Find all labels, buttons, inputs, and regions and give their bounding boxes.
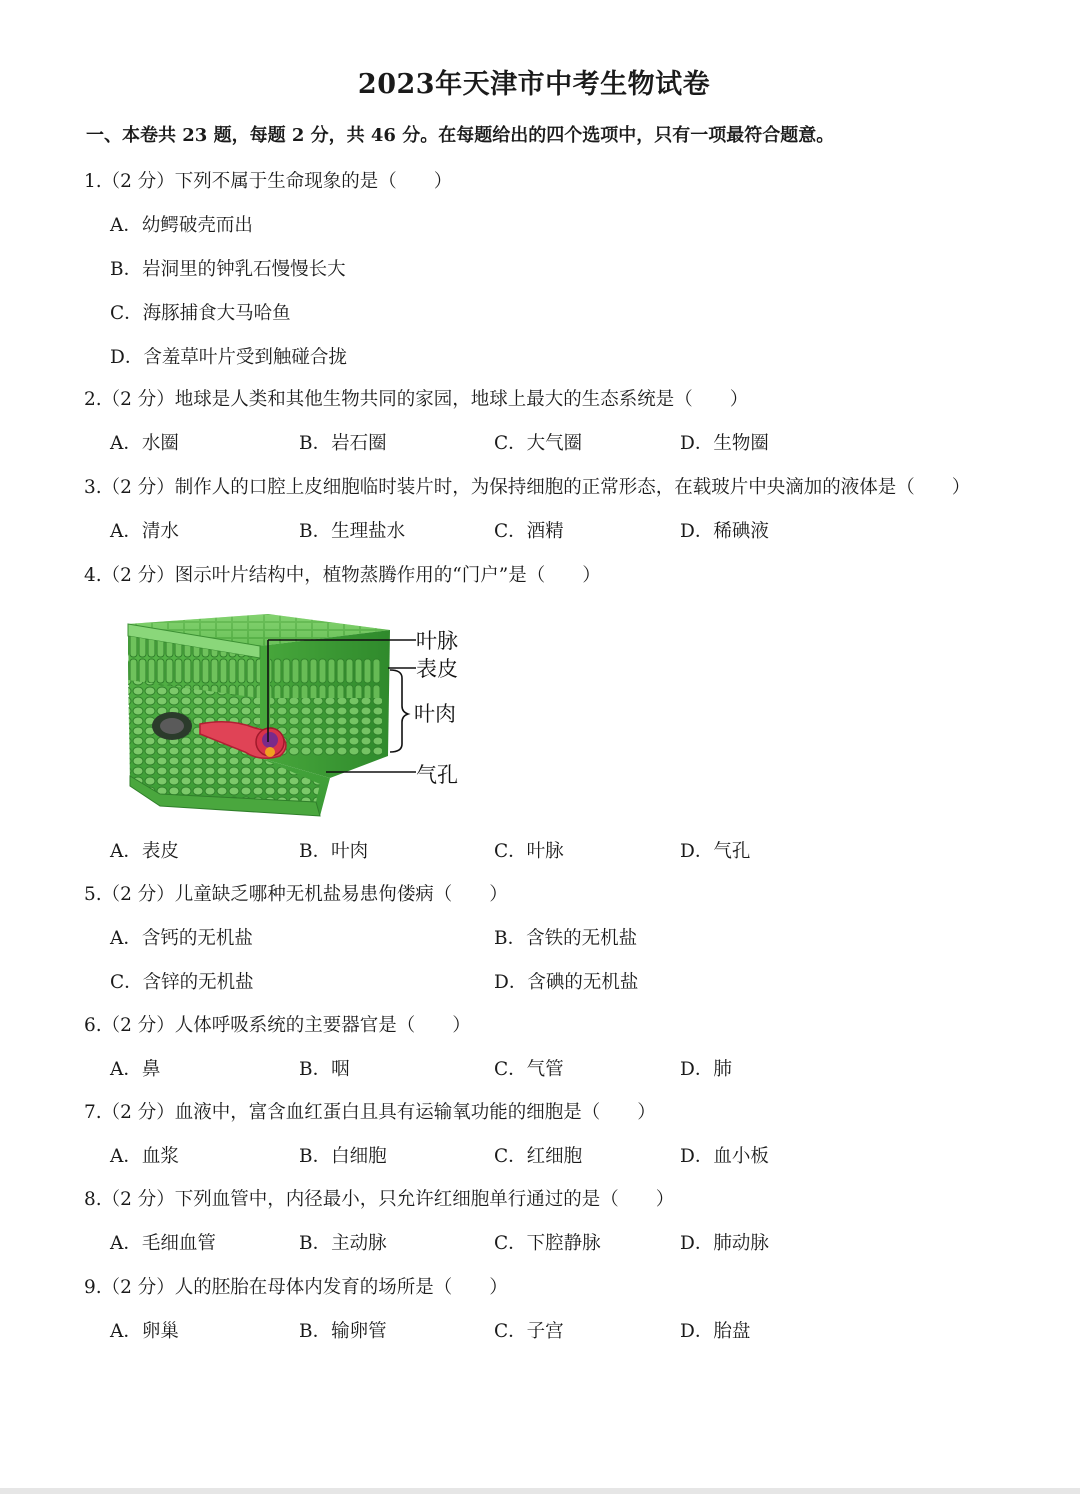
question-7-option-b: B．白细胞 [299, 1146, 387, 1167]
question-3-option-d: D．稀碘液 [680, 521, 769, 542]
question-2-option-b: B．岩石圈 [299, 433, 387, 454]
question-8-option-c: C．下腔静脉 [494, 1233, 601, 1254]
question-3-stem: 3.（2 分）制作人的口腔上皮细胞临时装片时，为保持细胞的正常形态，在载玻片中央滴加的液体是（ ） [84, 477, 971, 498]
diagram-label-mesophyll: 叶肉 [414, 702, 456, 726]
question-5-option-d: D．含碘的无机盐 [494, 972, 639, 993]
question-1-option-b: B．岩洞里的钟乳石慢慢长大 [110, 259, 346, 280]
question-1-stem: 1.（2 分）下列不属于生命现象的是（ ） [84, 171, 453, 192]
diagram-label-epidermis: 表皮 [416, 657, 458, 681]
question-1-option-a: A．幼鳄破壳而出 [110, 215, 253, 236]
question-3-option-b: B．生理盐水 [299, 521, 406, 542]
question-3-option-a: A．清水 [110, 521, 179, 542]
question-9-option-a: A．卵巢 [110, 1321, 179, 1342]
question-2-stem: 2.（2 分）地球是人类和其他生物共同的家园，地球上最大的生态系统是（ ） [84, 389, 749, 410]
question-4-stem: 4.（2 分）图示叶片结构中，植物蒸腾作用的“门户”是（ ） [84, 565, 601, 586]
question-7-option-d: D．血小板 [680, 1146, 769, 1167]
question-4-option-d: D．气孔 [680, 841, 751, 862]
question-9-option-c: C．子宫 [494, 1321, 564, 1342]
diagram-label-vein: 叶脉 [416, 629, 458, 653]
question-6-option-d: D．肺 [680, 1059, 732, 1080]
question-8-option-a: A．毛细血管 [110, 1233, 216, 1254]
diagram-label-stoma: 气孔 [416, 763, 458, 787]
page-title: 2023年天津市中考生物试卷 [357, 69, 711, 100]
question-4-option-c: C．叶脉 [494, 841, 564, 862]
question-5-stem: 5.（2 分）儿童缺乏哪种无机盐易患佝偻病（ ） [84, 884, 508, 905]
question-2-option-d: D．生物圈 [680, 433, 769, 454]
question-1-option-c: C．海豚捕食大马哈鱼 [110, 303, 291, 324]
question-7-option-c: C．红细胞 [494, 1146, 583, 1167]
question-2-option-a: A．水圈 [110, 433, 179, 454]
question-9-stem: 9.（2 分）人的胚胎在母体内发育的场所是（ ） [84, 1277, 508, 1298]
section-instructions: 一、本卷共 23 题，每题 2 分，共 46 分。在每题给出的四个选项中，只有一项最符合题意。 [86, 125, 835, 146]
question-8-stem: 8.（2 分）下列血管中，内径最小，只允许红细胞单行通过的是（ ） [84, 1189, 675, 1210]
question-9-option-b: B．输卵管 [299, 1321, 387, 1342]
question-9-option-d: D．胎盘 [680, 1321, 751, 1342]
question-6-stem: 6.（2 分）人体呼吸系统的主要器官是（ ） [84, 1015, 471, 1036]
question-7-option-a: A．血浆 [110, 1146, 179, 1167]
question-3-option-c: C．酒精 [494, 521, 564, 542]
page-bottom-edge [0, 1488, 1080, 1494]
leaf-cross-section-illustration [120, 606, 480, 821]
question-5-option-b: B．含铁的无机盐 [494, 928, 638, 949]
question-1-option-d: D．含羞草叶片受到触碰合拢 [110, 347, 347, 368]
question-6-option-c: C．气管 [494, 1059, 564, 1080]
question-7-stem: 7.（2 分）血液中，富含血红蛋白且具有运输氧功能的细胞是（ ） [84, 1102, 656, 1123]
question-2-option-c: C．大气圈 [494, 433, 583, 454]
question-4-option-a: A．表皮 [110, 841, 179, 862]
question-8-option-b: B．主动脉 [299, 1233, 387, 1254]
question-8-option-d: D．肺动脉 [680, 1233, 769, 1254]
question-6-option-b: B．咽 [299, 1059, 350, 1080]
question-5-option-a: A．含钙的无机盐 [110, 928, 253, 949]
leaf-structure-diagram [120, 606, 480, 821]
question-6-option-a: A．鼻 [110, 1059, 161, 1080]
question-4-option-b: B．叶肉 [299, 841, 369, 862]
question-5-option-c: C．含锌的无机盐 [110, 972, 254, 993]
